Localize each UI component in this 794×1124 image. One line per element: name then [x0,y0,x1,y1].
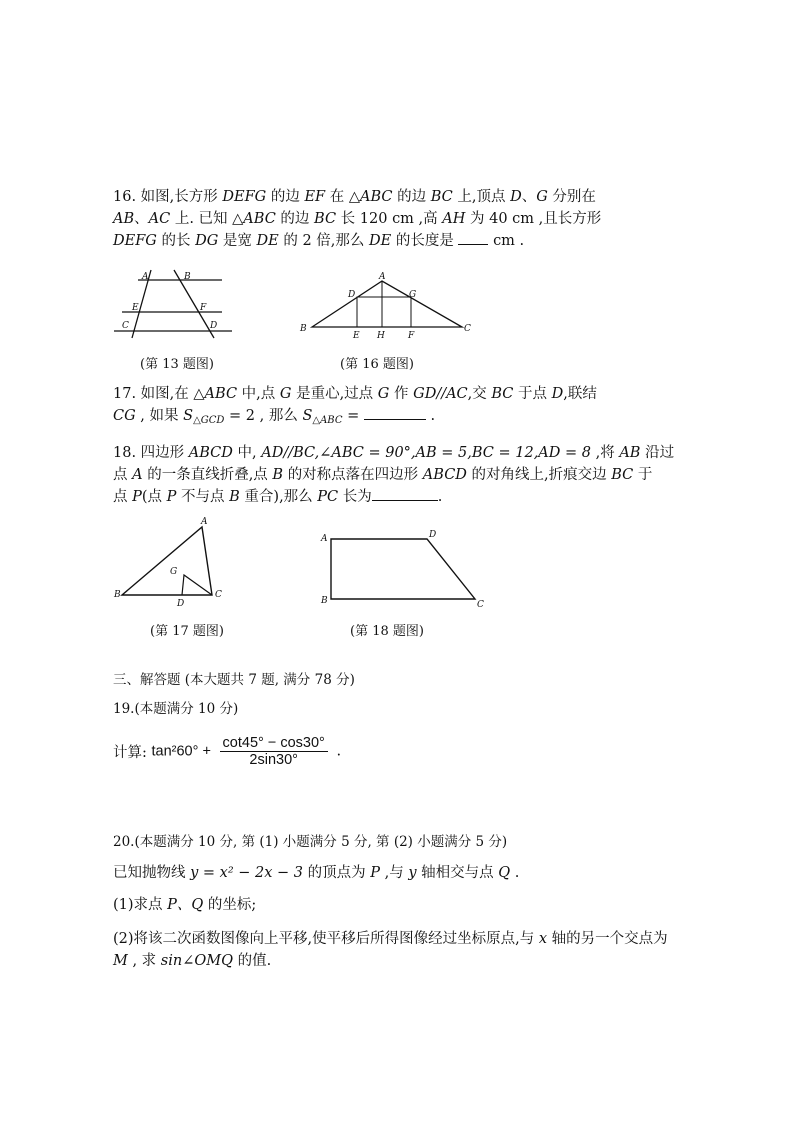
q20-math: P [370,865,381,881]
q20-math: y [408,865,417,881]
fig18-label-d: D [429,530,437,540]
q18-math: B [272,467,284,483]
fig13-label-d: D [210,321,218,331]
q20-text: (1)求点 [113,897,163,913]
q16-math: D [510,189,522,205]
q16-text: 、 [521,189,537,205]
q20-heading: 20.(本题满分 10 分, 第 (1) 小题满分 5 分, 第 (2) 小题满分 5 分) [113,834,508,850]
q18-text: 于 [637,467,653,483]
q20-text: . [514,865,520,881]
q18-math: ABCD [422,467,467,483]
q16-text: 分别在 [552,189,596,205]
fig16-label-f: F [408,331,415,341]
q18-text: 重合),那么 [244,489,313,505]
fig13-label-b: B [184,272,191,282]
fig16-label-a: A [379,272,386,282]
q18-math: P [132,489,142,505]
q16-text: 如图,长方形 [140,189,218,205]
q17-text: . [430,408,436,424]
q16-text: 在 [329,189,345,205]
figure-13 [112,268,237,340]
figure-16 [296,270,476,342]
q17-text: 作 [394,386,409,402]
fig16-label-h: H [377,331,385,341]
q16-line-2 [113,208,713,230]
q17-text: = [347,408,360,424]
q20-text: 已知抛物线 [113,865,186,881]
q17-line-2 [113,405,713,432]
q16-text: 的边 [280,211,310,227]
q16-text: 的 2 倍,那么 [283,233,365,249]
fig13-label-f: F [200,303,207,313]
q16-math: DEFG [222,189,267,205]
q16-math: DE [256,233,279,249]
q20-line-1 [113,862,713,884]
q17-line-1 [113,383,713,405]
q19-fraction [220,735,328,768]
q19-numerator: cot45° − cos30° [220,735,328,752]
q18-text: 长为 [342,489,372,505]
q16-math: DG [195,233,219,249]
q18-line-3 [113,486,713,508]
q17-math: GD//AC [413,386,468,402]
q17-text: = 2 , 那么 [229,408,298,424]
q20-text: 轴的另一个交点为 [551,931,668,947]
q16-text: 的长度是 [395,233,454,249]
q20-text: 的值. [237,953,272,969]
fig17-label-a: A [201,517,208,527]
q18-text: 不与点 [181,489,225,505]
q20-subquestion-1 [113,894,713,916]
fig17-gdc-path [182,575,212,595]
q17-math: △ABC [193,386,238,402]
q18-text: 的对称点落在四边形 [287,467,419,483]
q20-text: 的坐标; [207,897,257,913]
q20-text: 的顶点为 [307,865,366,881]
q18-math: BC [611,467,634,483]
q17-math: G [377,386,390,402]
fig18-caption: (第 18 题图) [350,624,424,639]
fig16-label-g: G [409,290,417,300]
q18-math: P [166,489,177,505]
q16-number: 16. [113,189,137,205]
q18-text: ,将 [595,445,615,461]
q16-math: DE [369,233,392,249]
q18-line-2 [113,464,713,486]
q16-math: EF [304,189,326,205]
fig18-label-b: B [321,596,328,606]
q18-text: 四边形 [140,445,185,461]
q20-math: P、Q [167,897,204,913]
question-17 [113,383,713,432]
q20-math: Q [498,865,511,881]
q17-math: S [183,408,194,424]
q18-text: 的一条直线折叠,点 [147,467,268,483]
q17-text: ,交 [467,386,487,402]
q20-math: x [538,931,548,947]
fig17-label-b: B [114,590,121,600]
q16-text: 的边 [270,189,300,205]
q19-heading: 19.(本题满分 10 分) [113,701,239,717]
q17-text: ,联结 [563,386,597,402]
q16-line-1 [113,186,713,208]
q19-prefix: 计算: [113,745,147,761]
q18-text: 点 [113,489,128,505]
q17-text: 中,点 [241,386,276,402]
fig16-caption: (第 16 题图) [340,357,414,372]
fig18-label-c: C [477,600,484,609]
q20-text: (2)将该二次函数图像向上平移,使平移后所得图像经过坐标原点,与 [113,931,535,947]
q16-math: △ABC [348,189,393,205]
q17-text: 是重心,过点 [296,386,374,402]
q18-text: 中, [237,445,257,461]
q17-math: BC [491,386,514,402]
q20-math: sin∠OMQ [160,953,233,969]
fig18-label-a: A [321,534,328,544]
fig17-caption: (第 17 题图) [150,624,224,639]
q16-text: 的长 [161,233,191,249]
q16-math: AB [113,211,135,227]
fig16-triangle [312,281,462,327]
q16-math: AC [148,211,171,227]
q19-term1: tan²60° + [151,743,211,760]
q16-math: DEFG [113,233,157,249]
fig17-label-c: C [215,590,222,600]
q17-math: S [302,408,313,424]
q17-math: CG [113,408,136,424]
q17-subscript: △ABC [312,415,343,426]
q18-text: (点 [141,489,163,505]
figure-18 [315,527,490,609]
q18-math: PC [317,489,339,505]
q16-text: 的边 [397,189,427,205]
q17-math: D [551,386,564,402]
q16-text: cm . [493,233,525,249]
q16-text: 是宽 [222,233,252,249]
q16-text: 长 120 cm ,高 [340,211,438,227]
fig13-label-c: C [122,321,129,331]
q16-math: G [536,189,548,205]
fig17-label-d: D [177,599,185,608]
q20-equation: y = x² − 2x − 3 [190,865,304,881]
figure-17 [112,513,227,608]
q20-subquestion-2-cont [113,950,713,972]
q17-subscript: △GCD [193,415,225,426]
section-3-heading: 三、解答题 (本大题共 7 题, 满分 78 分) [113,672,355,688]
q19-denominator: 2sin30° [249,752,298,768]
q16-text: 上,顶点 [457,189,506,205]
question-20 [113,862,713,972]
fig13-label-a: A [142,272,149,282]
q17-number: 17. [113,386,137,402]
q20-math: M [113,953,128,969]
fig18-quadrilateral [331,539,475,599]
q18-text: 点 [113,467,128,483]
q18-line-1 [113,442,713,464]
q20-text: ,与 [384,865,404,881]
q18-text: . [437,489,443,505]
q17-answer-blank[interactable] [364,405,426,420]
q20-subquestion-2 [113,928,713,950]
fig17-label-g: G [170,567,178,577]
fig16-label-b: B [300,324,307,334]
q20-text: 轴相交与点 [421,865,494,881]
q18-number: 18. [113,445,137,461]
question-16 [113,186,713,252]
q18-text: 沿过 [645,445,675,461]
q16-text: 上. 已知 [174,211,228,227]
fig16-rectangle [357,297,411,327]
fig13-label-e: E [132,303,139,313]
q18-answer-blank[interactable] [372,486,438,501]
q16-answer-blank[interactable] [458,230,488,245]
fig16-label-e: E [353,331,360,341]
question-18 [113,442,713,508]
q16-text: 为 40 cm ,且长方形 [470,211,602,227]
q17-text: , 如果 [140,408,179,424]
q18-math: AD//BC,∠ABC = 90°,AB = 5,BC = 12,AD = 8 [261,445,591,461]
q17-text: 如图,在 [140,386,189,402]
q18-text: 的对角线上,折痕交边 [471,467,607,483]
fig16-label-c: C [464,324,471,334]
q16-math: AH [442,211,466,227]
q18-math: AB [619,445,641,461]
fig13-caption: (第 13 题图) [140,357,214,372]
q16-line-3 [113,230,713,252]
q18-math: B [229,489,240,505]
q17-text: 于点 [518,386,548,402]
q18-math: A [132,467,143,483]
q17-math: G [279,386,292,402]
q18-math: ABCD [188,445,233,461]
q19-expression [113,735,713,768]
fig16-label-d: D [348,290,356,300]
q16-math: △ABC [232,211,276,227]
q16-text: 、 [134,211,149,227]
q16-math: BC [430,189,453,205]
q16-math: BC [314,211,337,227]
q19-end: . [336,743,342,760]
q20-text: , 求 [132,953,157,969]
